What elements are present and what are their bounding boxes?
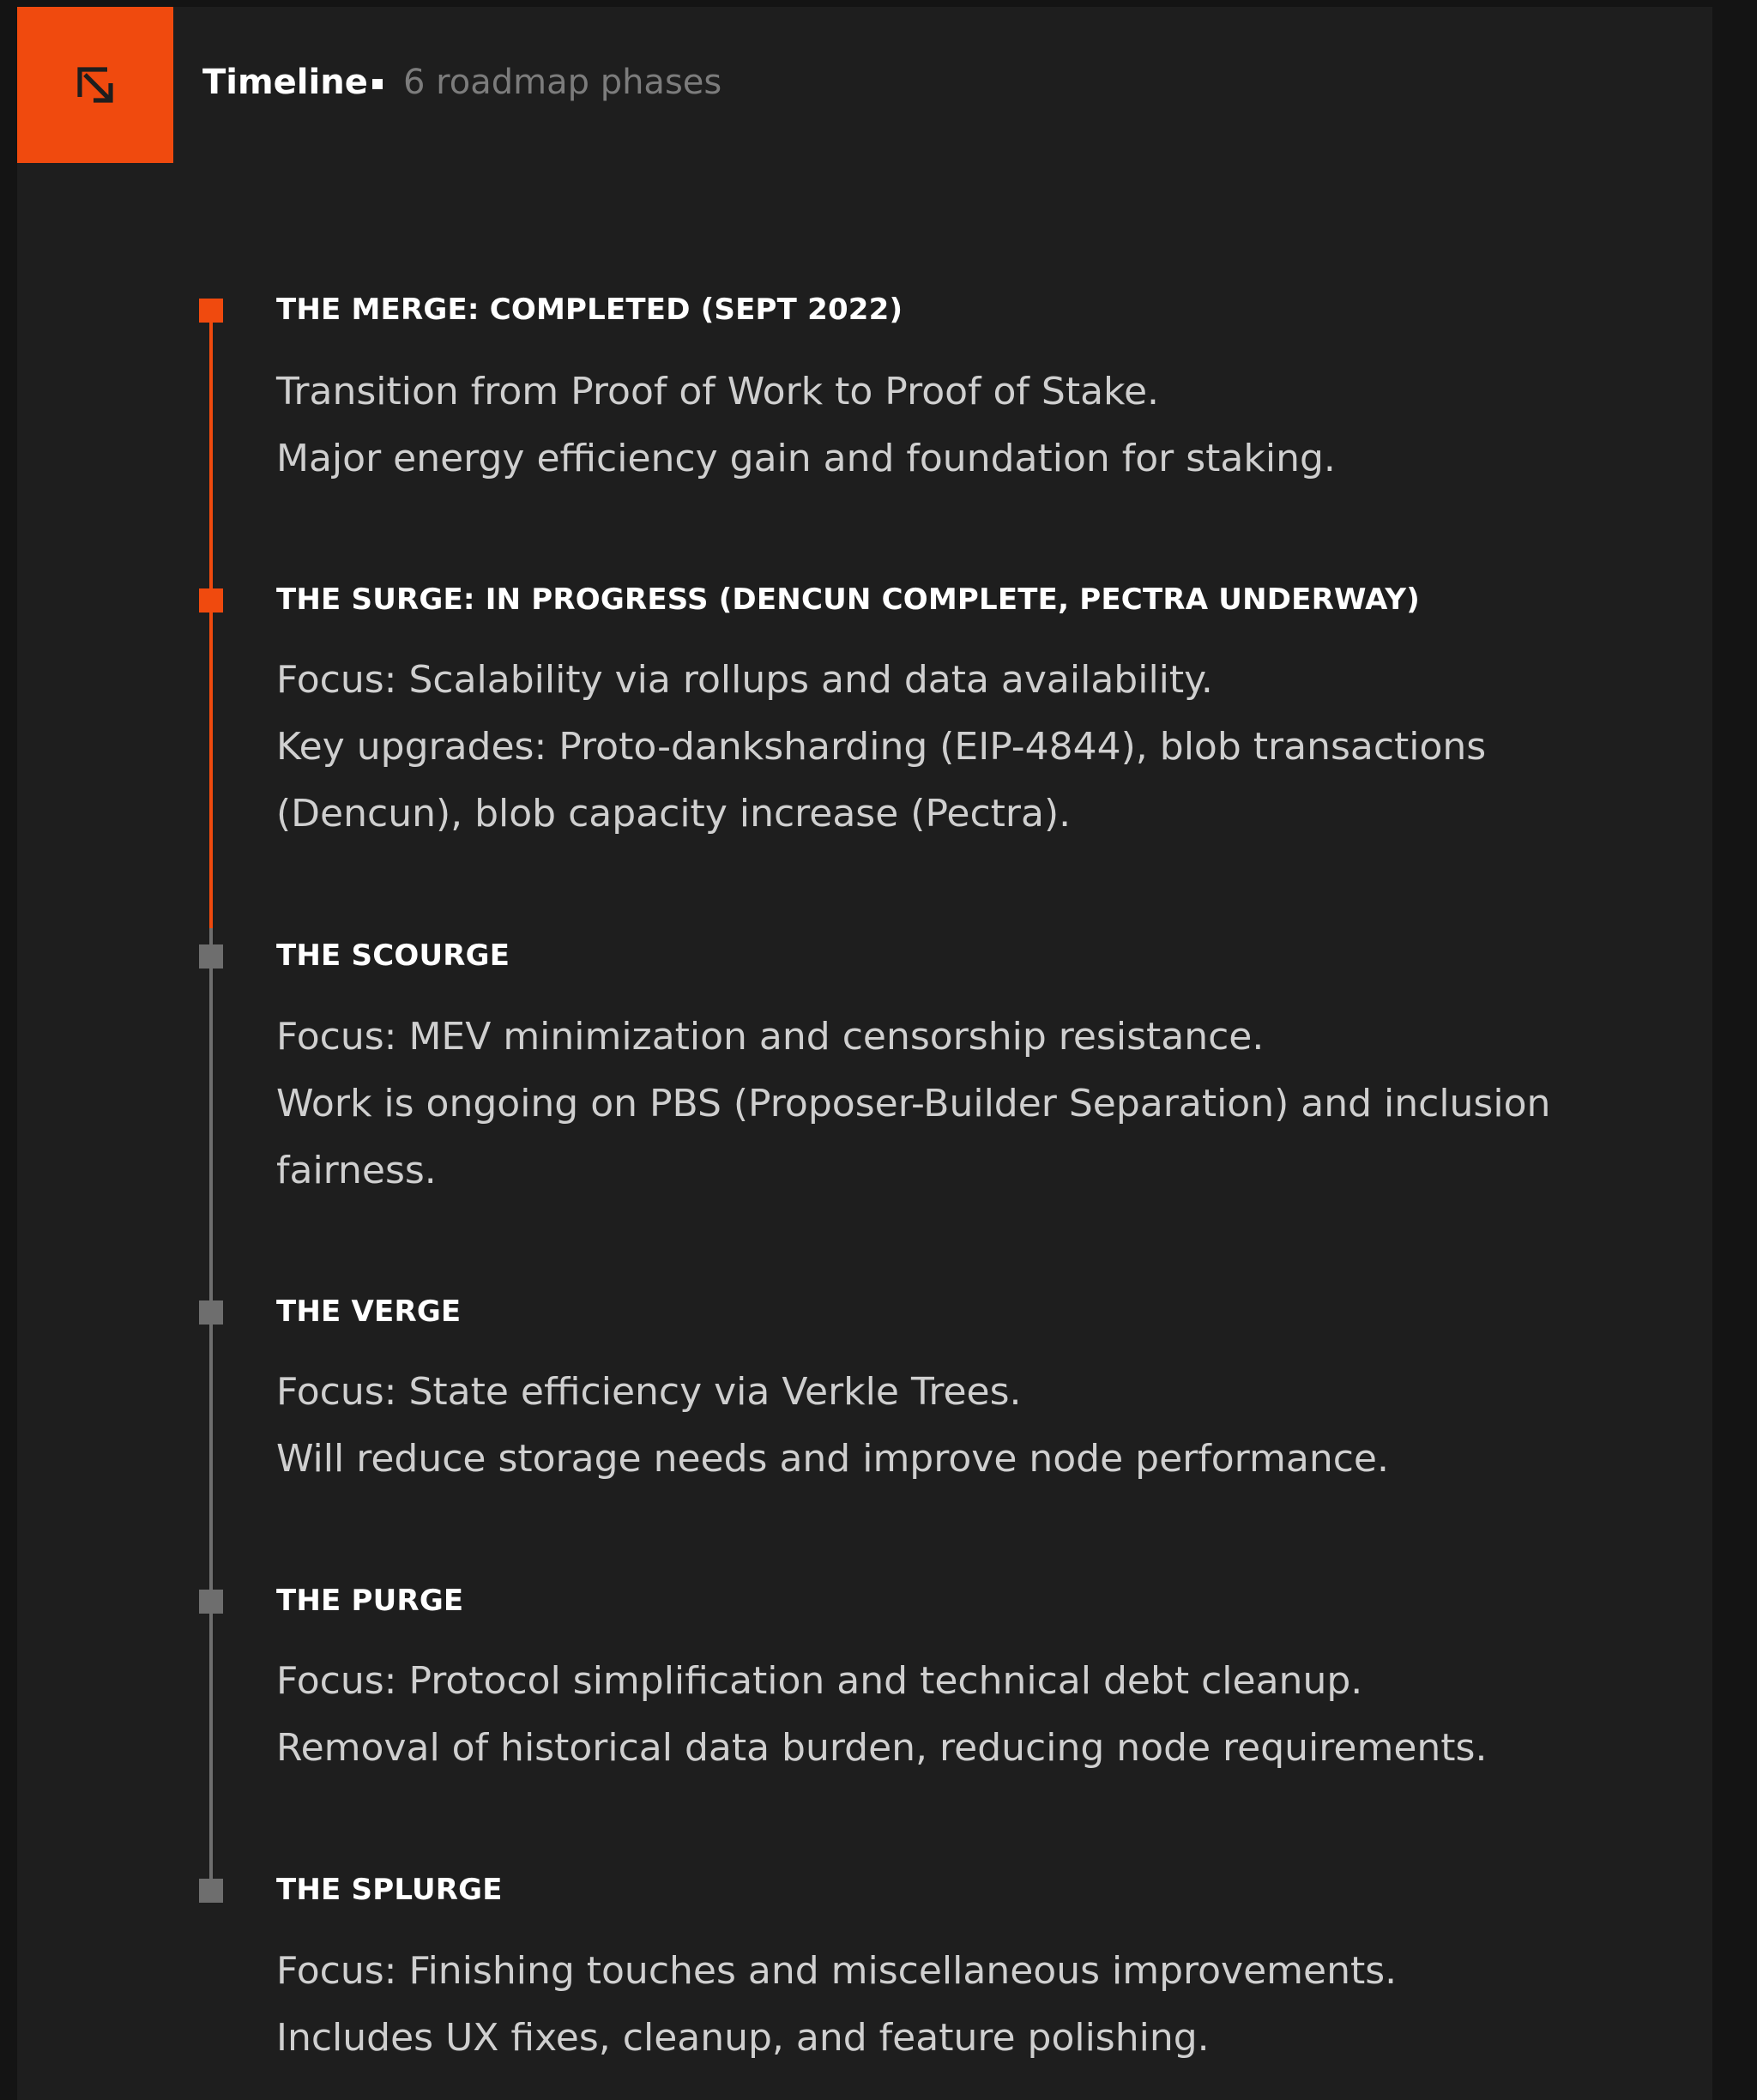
phase-line: Major energy efficiency gain and foundation for staking. <box>276 437 1336 480</box>
phase-line: Transition from Proof of Work to Proof of Stake. <box>276 370 1160 413</box>
phase-line: Focus: MEV minimization and censorship resistance. <box>276 1015 1265 1059</box>
phase-title: THE PURGE <box>276 1584 464 1618</box>
phase-line: Focus: Scalability via rollups and data availability. <box>276 658 1213 702</box>
header-icon-box[interactable] <box>17 7 173 163</box>
phase-line: Removal of historical data burden, reducing node requirements. <box>276 1726 1488 1770</box>
phase-title: THE MERGE: COMPLETED (SEPT 2022) <box>276 293 903 327</box>
phase-title: THE SPLURGE <box>276 1873 503 1907</box>
phase-line: Key upgrades: Proto-danksharding (EIP-4844), blob transactions (Dencun), blob capacity increase (Pectra). <box>276 725 1487 836</box>
phase-line: Work is ongoing on PBS (Proposer-Builder Separation) and inclusion fairness. <box>276 1082 1551 1192</box>
phase-description <box>276 1004 1615 1204</box>
phase-description <box>276 359 1615 492</box>
phase-title: THE SURGE: IN PROGRESS (DENCUN COMPLETE, PECTRA UNDERWAY) <box>276 582 1420 617</box>
phase-marker <box>199 299 223 323</box>
phase-description <box>276 1359 1615 1493</box>
phase-line: Focus: Finishing touches and miscellaneous improvements. <box>276 1949 1398 1993</box>
phase-marker <box>199 1879 223 1903</box>
phase-marker <box>199 588 223 612</box>
phase-marker <box>199 944 223 969</box>
phase-description <box>276 1938 1615 2072</box>
header-separator-dot <box>372 79 383 89</box>
phase-marker <box>199 1300 223 1325</box>
phase-count-subtitle: 6 roadmap phases <box>403 63 722 102</box>
phase-line: Focus: State efficiency via Verkle Trees. <box>276 1370 1022 1414</box>
phase-description <box>276 647 1615 848</box>
phase-description <box>276 1648 1615 1782</box>
timeline-line-inactive <box>209 928 213 1896</box>
phase-line: Focus: Protocol simplification and technical debt cleanup. <box>276 1659 1363 1703</box>
timeline-line-active <box>209 311 213 928</box>
phase-line: Will reduce storage needs and improve node performance. <box>276 1437 1389 1481</box>
timeline-title: Timeline <box>202 63 368 102</box>
phase-title: THE VERGE <box>276 1294 462 1329</box>
arrow-down-right-icon <box>71 61 119 109</box>
phase-marker <box>199 1590 223 1614</box>
phase-line: Includes UX fixes, cleanup, and feature polishing. <box>276 2016 1210 2060</box>
phase-title: THE SCOURGE <box>276 938 510 973</box>
